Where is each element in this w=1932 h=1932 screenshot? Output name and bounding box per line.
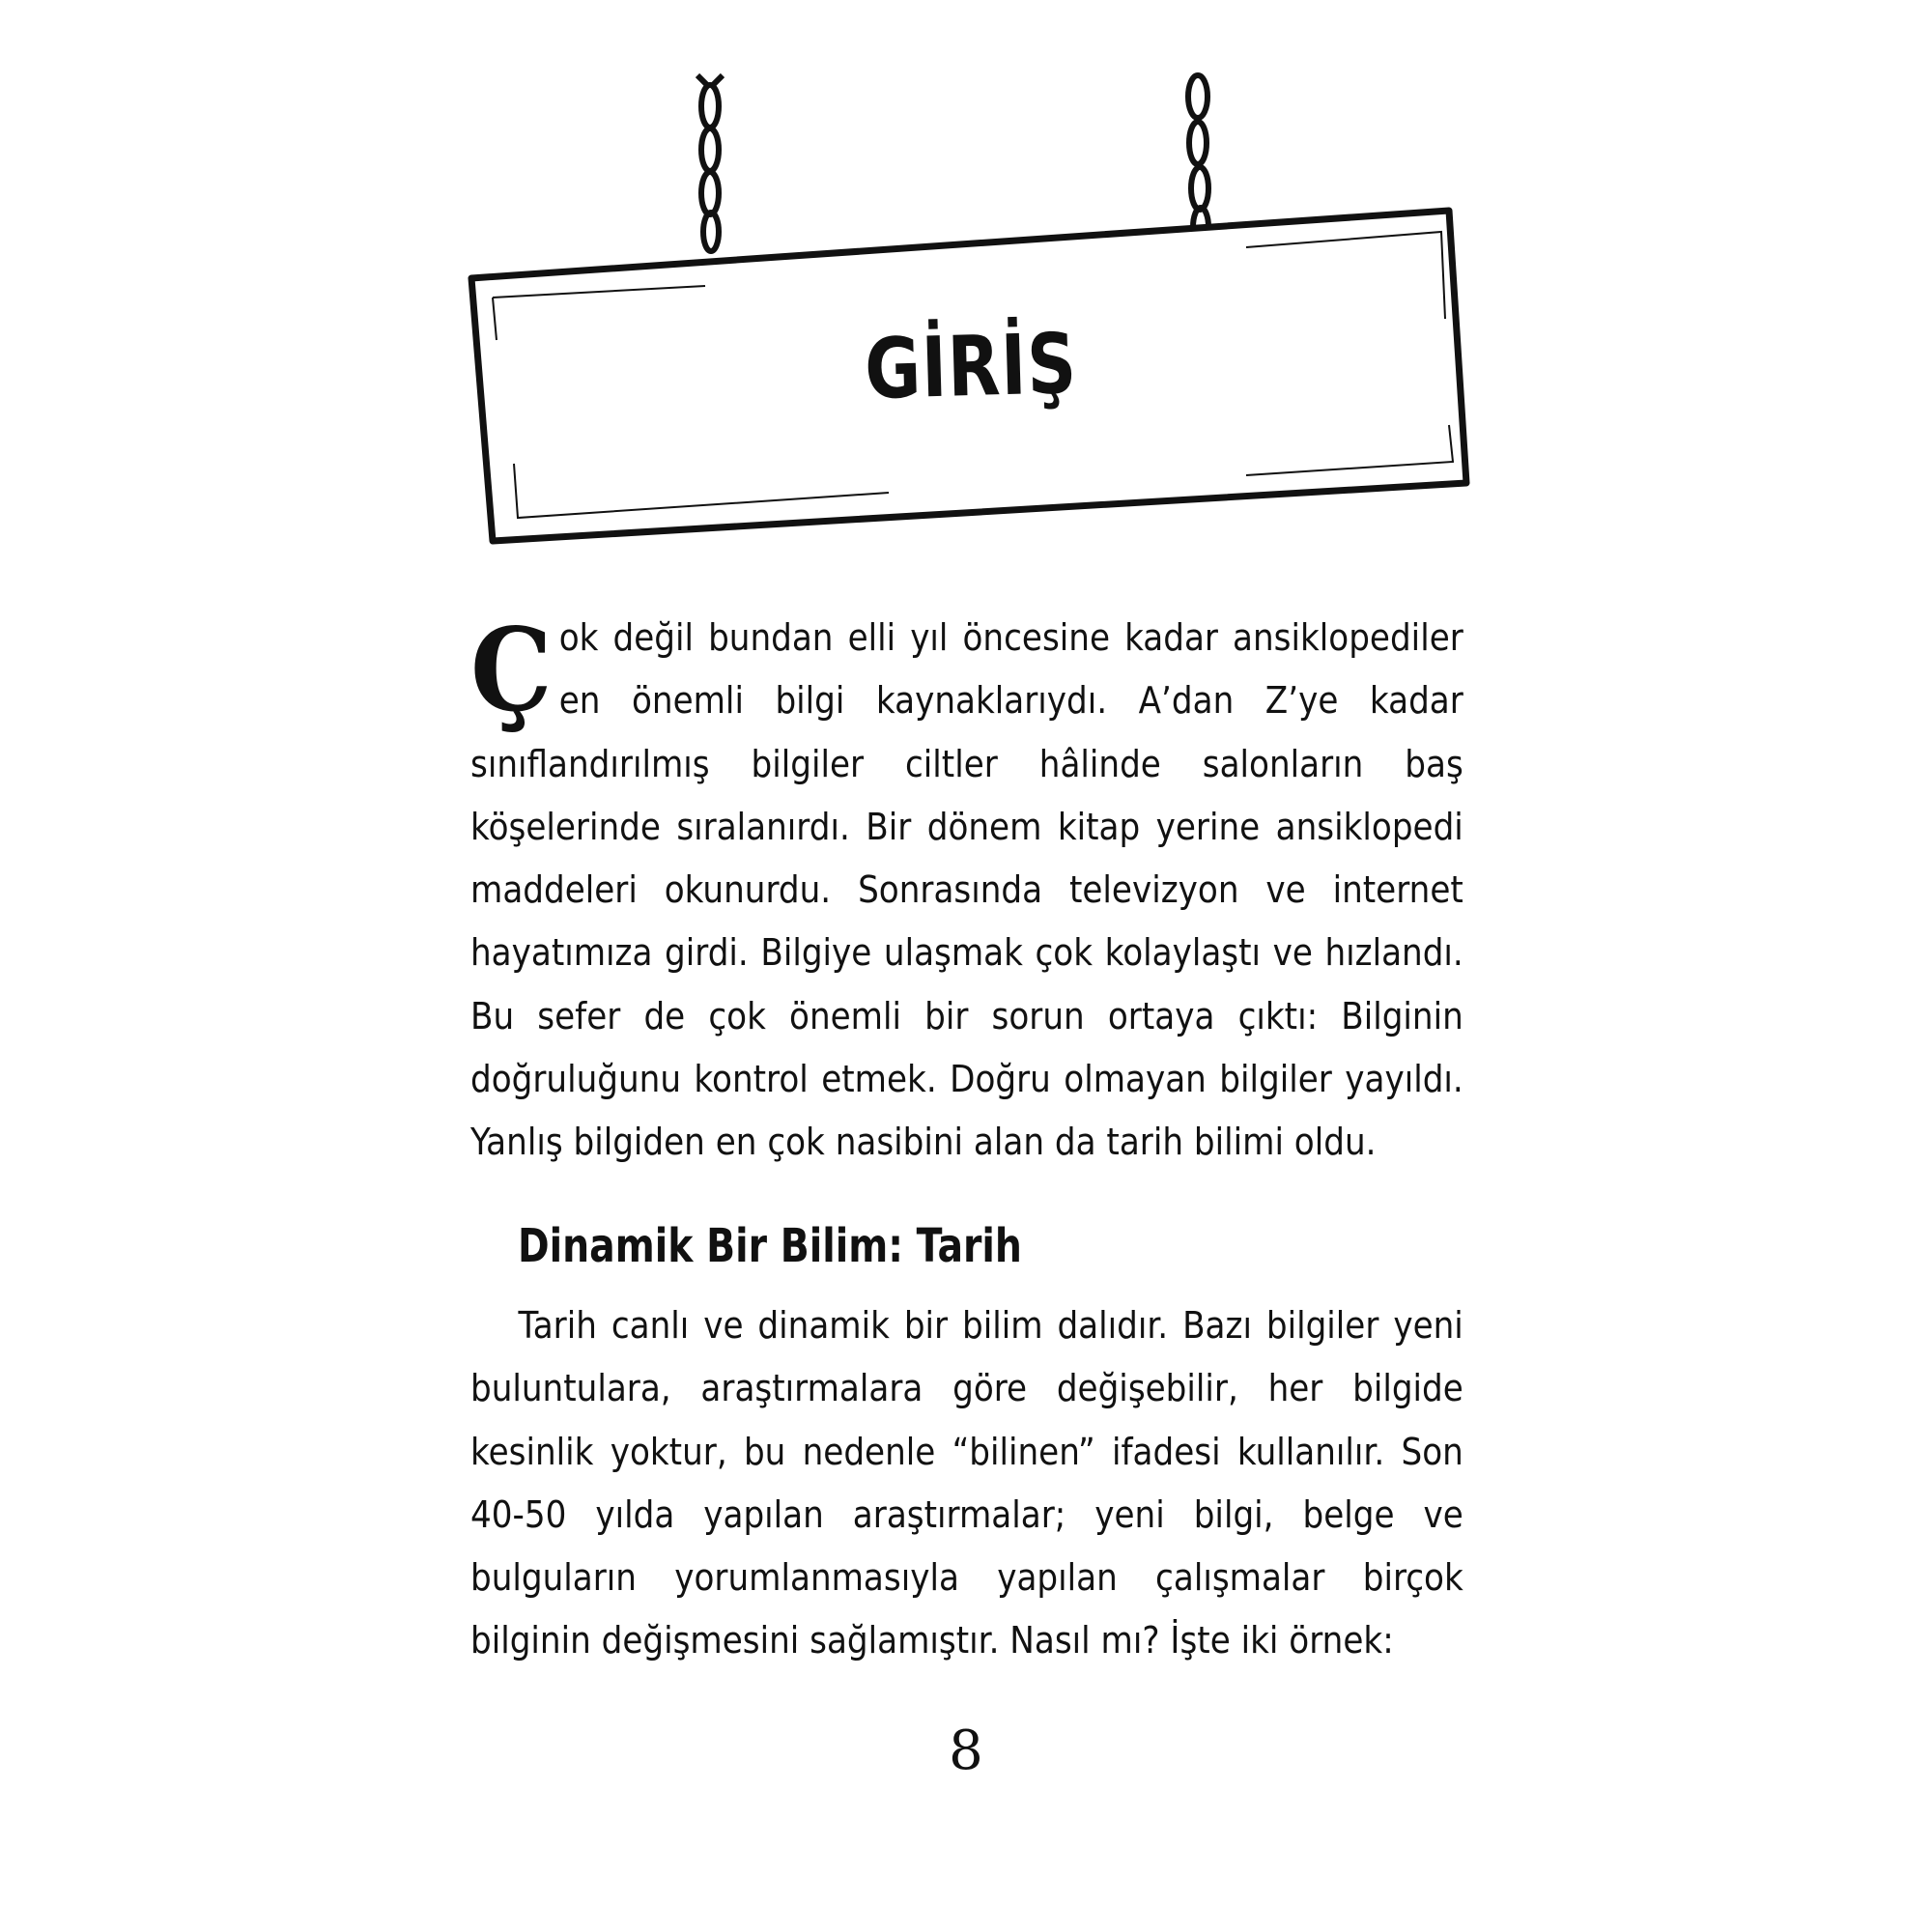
page-number: 8 (949, 1719, 983, 1782)
left-chain-icon (697, 75, 723, 286)
drop-cap: Ç (470, 603, 553, 737)
section-paragraph: Tarih canlı ve dinamik bir bilim dalıdır. Bazı bilgiler yeni buluntulara, araştırmalara göre değişebilir, her bilgide kesinlik yoktur, bu nedenle “bilinen” ifadesi kullanılır. Son 40-50 yılda yapılan araştırmalar; yeni bilgi, belge ve bulguların yorumlanmasıyla yapılan çalışmalar birçok bilginin değişmesini sağlamıştır. Nasıl mı? İşte iki örnek: (470, 1304, 1463, 1662)
intro-paragraph (470, 603, 1463, 1175)
hanging-sign (454, 58, 1488, 560)
section-heading: Dinamik Bir Bilim: Tarih (518, 1219, 1022, 1273)
sign-title: GİRİŞ (863, 315, 1079, 419)
intro-text: ok değil bundan elli yıl öncesine kadar ansiklopediler en önemli bilgi kaynaklarıydı. A’dan Z’ye kadar sınıflandırılmış bilgiler ciltler hâlinde salonların baş köşelerinde sıralanırdı. Bir dönem kitap yerine ansiklopedi maddeleri okunurdu. Sonrasında televizyon ve internet hayatımıza girdi. Bilgiye ulaşmak çok kolaylaştı ve hızlandı. Bu sefer de çok önemli bir sorun ortaya çıktı: Bilginin doğruluğunu kontrol etmek. Doğru olmayan bilgiler yayıldı. Yanlış bilgiden en çok nasibini alan da tarih bilimi oldu. (470, 616, 1463, 1164)
